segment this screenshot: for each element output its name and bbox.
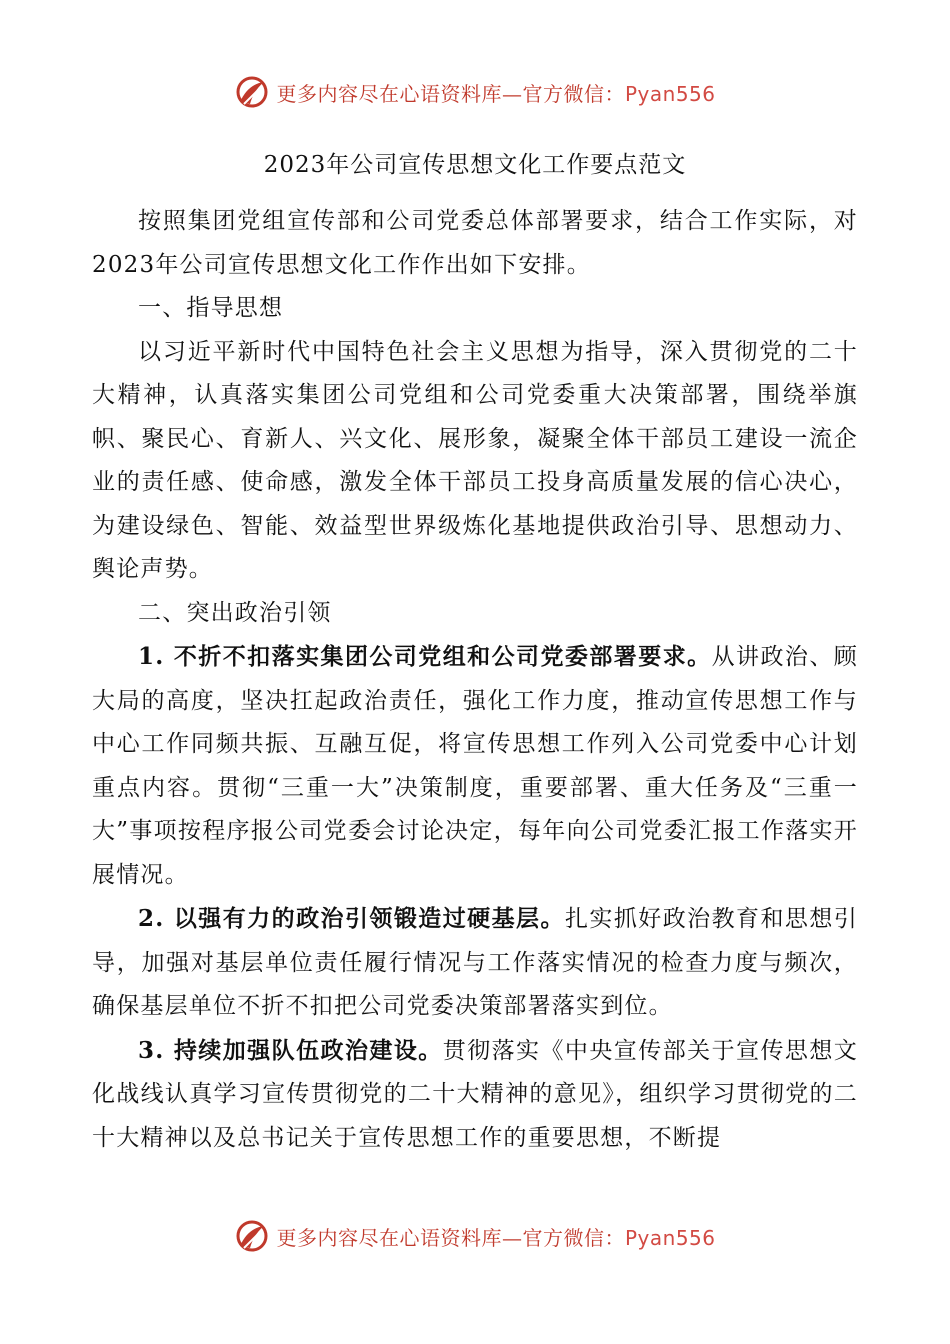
section-heading-political-leadership: 二、突出政治引领 xyxy=(138,599,332,626)
item-body: 从讲政治、顾大局的高度，坚决扛起政治责任，强化工作力度，推动宣传思想工作与中心工作同频共振、互融互促，将宣传思想工作列入公司党委中心计划重点内容。贯彻“三重一大”决策制度，重要部署、重大任务及“三重一大”事项按程序报公司党委会讨论决定，每年向公司党委汇报工作落实开展情况。 xyxy=(92,644,858,888)
item-lead: 2. 以强有力的政治引领锻造过硬基层。 xyxy=(138,905,565,932)
banner-text: 更多内容尽在心语资料库— xyxy=(276,81,523,106)
wechat-label: 官方微信： xyxy=(522,1225,625,1250)
wechat-account: Pyan556 xyxy=(624,1225,716,1250)
list-item xyxy=(92,897,858,1029)
item-body: 扎实抓好政治教育和思想引导，加强对基层单位责任履行情况与工作落实情况的检查力度与频次，确保基层单位不折不扣把公司党委决策部署落实到位。 xyxy=(92,906,858,1019)
section-paragraph-guiding-ideology: 以习近平新时代中国特色社会主义思想为指导，深入贯彻党的二十大精神，认真落实集团公司党组和公司党委重大决策部署，围绕举旗帜、聚民心、育新人、兴文化、展形象，凝聚全体干部员工建设一流企业的责任感、使命感，激发全体干部员工投身高质量发展的信心决心，为建设绿色、智能、效益型世界级炼化基地提供政治引导、思想动力、舆论声势。 xyxy=(92,338,858,582)
banner-text: 更多内容尽在心语资料库— xyxy=(276,1225,523,1250)
intro-paragraph: 按照集团党组宣传部和公司党委总体部署要求，结合工作实际，对2023年公司宣传思想文化工作作出如下安排。 xyxy=(92,208,858,278)
brand-logo-icon xyxy=(234,74,270,110)
item-lead: 1. 不折不扣落实集团公司党组和公司党委部署要求。 xyxy=(138,643,712,670)
wechat-label: 官方微信： xyxy=(522,81,625,106)
section-heading-guiding-ideology: 一、指导思想 xyxy=(138,295,284,321)
brand-logo-icon xyxy=(234,1218,270,1254)
document-title: 2023年公司宣传思想文化工作要点范文 xyxy=(263,152,687,178)
document-body xyxy=(92,150,858,1160)
item-lead: 3. 持续加强队伍政治建设。 xyxy=(138,1036,443,1064)
item-body: 贯彻落实《中央宣传部关于宣传思想文化战线认真学习宣传贯彻党的二十大精神的意见》，组织学习贯彻党的二十大精神以及总书记关于宣传思想工作的重要思想，不断提 xyxy=(92,1037,858,1151)
header-watermark-banner xyxy=(0,72,950,112)
list-item xyxy=(92,635,858,897)
wechat-account: Pyan556 xyxy=(624,81,716,106)
footer-watermark-banner xyxy=(0,1216,950,1256)
list-item xyxy=(92,1029,858,1161)
